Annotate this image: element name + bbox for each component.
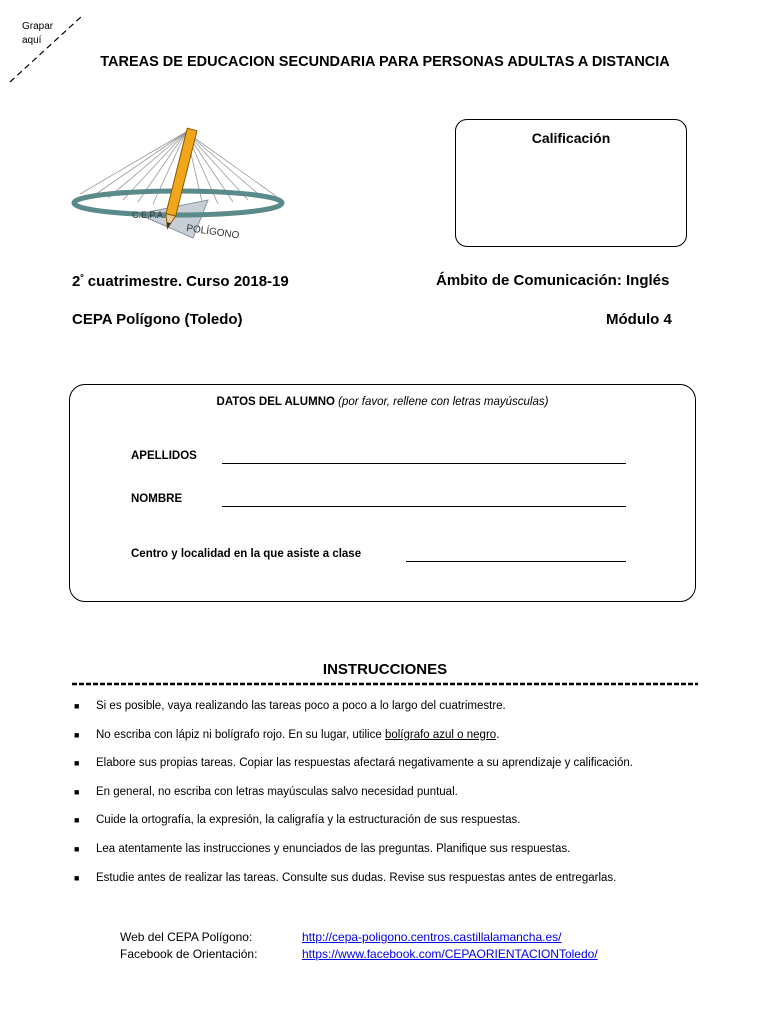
cepa-poligono-logo (68, 118, 293, 243)
web-link[interactable]: http://cepa-poligono.centros.castillalamancha.es/ (302, 930, 562, 944)
bullet-square-icon: ■ (74, 729, 80, 740)
facebook-link[interactable]: https://www.facebook.com/CEPAORIENTACIONToledo/ (302, 947, 598, 961)
instruction-text: Estudie antes de realizar las tareas. Consulte sus dudas. Revise sus respuestas antes de entregarlas. (96, 871, 617, 884)
surname-field[interactable] (222, 463, 626, 464)
student-data-heading: DATOS DEL ALUMNO (216, 396, 335, 408)
instruction-text: En general, no escriba con letras mayúsculas salvo necesidad puntual. (96, 785, 458, 798)
staple-label-line2: aquí (22, 35, 42, 46)
instruction-text: No escriba con lápiz ni bolígrafo rojo. En su lugar, utilice (96, 728, 385, 741)
center-location-label: Centro y localidad en la que asiste a clase (131, 548, 362, 560)
name-field[interactable] (222, 506, 626, 507)
list-item (74, 729, 734, 758)
course-ordinal: º (80, 272, 84, 282)
instructions-divider (72, 682, 698, 686)
bullet-square-icon: ■ (74, 843, 80, 854)
course-number: 2 (72, 273, 81, 290)
surname-label: APELLIDOS (131, 450, 197, 462)
module-info: Módulo 4 (606, 311, 672, 328)
bullet-square-icon: ■ (74, 786, 80, 797)
instruction-underlined-text: bolígrafo azul o negro (384, 728, 497, 741)
student-data-note: (por favor, rellene con letras mayúsculas) (338, 396, 549, 408)
instruction-text: Si es posible, vaya realizando las tareas poco a poco a lo largo del cuatrimestre. (96, 700, 506, 712)
course-info (72, 272, 289, 290)
list-item (74, 872, 734, 901)
student-data-title (70, 396, 695, 408)
logo-text-poligono: POLÍGONO (185, 223, 240, 242)
name-label: NOMBRE (131, 493, 183, 505)
list-item (74, 843, 734, 872)
page-title: TAREAS DE EDUCACION SECUNDARIA PARA PERSONAS ADULTAS A DISTANCIA (100, 54, 670, 70)
list-item (74, 757, 734, 786)
web-label: Web del CEPA Polígono: (120, 930, 253, 944)
student-data-box (69, 384, 696, 602)
staple-label-line1: Grapar (22, 21, 54, 32)
instruction-text: Cuide la ortografía, la expresión, la caligrafía y la estructuración de sus respuestas. (96, 814, 521, 827)
bullet-square-icon: ■ (74, 872, 80, 883)
bullet-square-icon: ■ (74, 701, 80, 711)
scope-info: Ámbito de Comunicación: Inglés (436, 272, 670, 289)
instructions-list (74, 700, 734, 900)
instruction-text-end: . (496, 728, 500, 741)
instruction-text: Lea atentamente las instrucciones y enunciados de las preguntas. Planifique sus respuestas. (96, 842, 571, 855)
center-info: CEPA Polígono (Toledo) (72, 311, 243, 328)
bullet-square-icon: ■ (74, 758, 80, 769)
logo-text-cepa: C.E.P.A. (132, 210, 166, 220)
course-text: cuatrimestre. Curso 2018-19 (83, 273, 289, 290)
center-location-field[interactable] (406, 561, 626, 562)
list-item (74, 814, 734, 843)
instruction-text: Elabore sus propias tareas. Copiar las respuestas afectará negativamente a su aprendizaje y calificación. (96, 757, 633, 770)
grade-box (455, 119, 687, 247)
list-item (74, 786, 734, 815)
instructions-title: INSTRUCCIONES (322, 661, 448, 678)
list-item (74, 700, 734, 729)
bullet-square-icon: ■ (74, 815, 80, 826)
facebook-label: Facebook de Orientación: (120, 947, 258, 961)
grade-label: Calificación (531, 130, 611, 146)
staple-label (22, 20, 62, 48)
